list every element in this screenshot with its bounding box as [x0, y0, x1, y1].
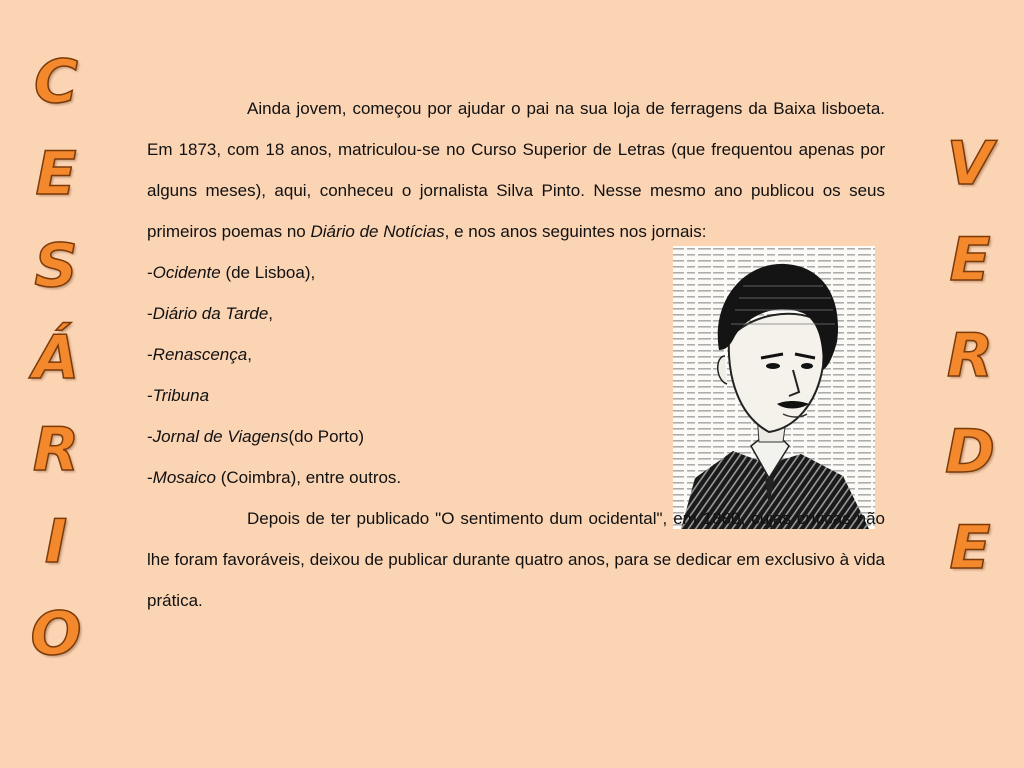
title-letter: D — [945, 417, 995, 487]
title-letter: R — [946, 321, 994, 391]
paragraph-intro — [147, 88, 885, 252]
newspaper-detail: , — [247, 345, 252, 364]
newspaper-list-item — [147, 457, 885, 498]
title-letter: E — [949, 225, 991, 295]
newspaper-detail: (do Porto) — [288, 427, 365, 446]
list-dash: - — [147, 345, 153, 364]
newspaper-list-item — [147, 416, 885, 457]
paragraph-text: Ainda jovem, começou por ajudar o pai na sua loja de ferragens da Baixa lisboeta. Em 1873, com 18 anos, matriculou-se no Curso Superior de Letras (que frequentou apenas por alguns meses), aqui, conheceu o jornalista Silva Pinto. Nesse mesmo ano publicou os seus primeiros poemas no — [147, 99, 885, 241]
newspaper-name: Jornal de Viagens — [152, 427, 289, 446]
title-letter: E — [949, 513, 991, 583]
biography-text — [147, 88, 885, 621]
list-dash: - — [147, 263, 153, 282]
title-letter: V — [946, 129, 994, 199]
title-letter: Á — [32, 323, 80, 393]
list-dash: - — [147, 468, 153, 487]
title-letter: S — [34, 231, 78, 301]
paragraph-later: Depois de ter publicado "O sentimento dum ocidental", em 1880, cujas críticas não lhe foram favoráveis, deixou de publicar durante quatro anos, para se dedicar em exclusivo à vida prática. — [147, 509, 885, 610]
title-letter: R — [32, 415, 80, 485]
title-letter: I — [44, 507, 68, 577]
list-dash: - — [147, 386, 153, 405]
paragraph-text: , e nos anos seguintes nos jornais: — [444, 222, 707, 241]
newspaper-detail: , — [268, 304, 274, 323]
newspaper-detail: (de Lisboa), — [220, 263, 316, 282]
title-letter: C — [33, 47, 79, 117]
newspaper-name: Diário da Tarde — [152, 304, 269, 323]
newspaper-name: Tribuna — [152, 386, 210, 405]
newspaper-list-item — [147, 375, 885, 416]
newspaper-list-item — [147, 252, 885, 293]
newspaper-detail: (Coimbra), entre outros. — [215, 468, 402, 487]
newspaper-name: Diário de Notícias — [310, 222, 445, 241]
list-dash: - — [147, 427, 153, 446]
title-letter: E — [35, 139, 77, 209]
side-title-right — [935, 116, 1005, 596]
list-dash: - — [147, 304, 153, 323]
newspaper-name: Mosaico — [152, 468, 216, 487]
newspaper-name: Renascença — [152, 345, 248, 364]
newspaper-list-item — [147, 293, 885, 334]
newspaper-name: Ocidente — [152, 263, 221, 282]
title-letter: O — [30, 599, 82, 669]
side-title-left — [20, 38, 92, 679]
newspaper-list-item — [147, 334, 885, 375]
